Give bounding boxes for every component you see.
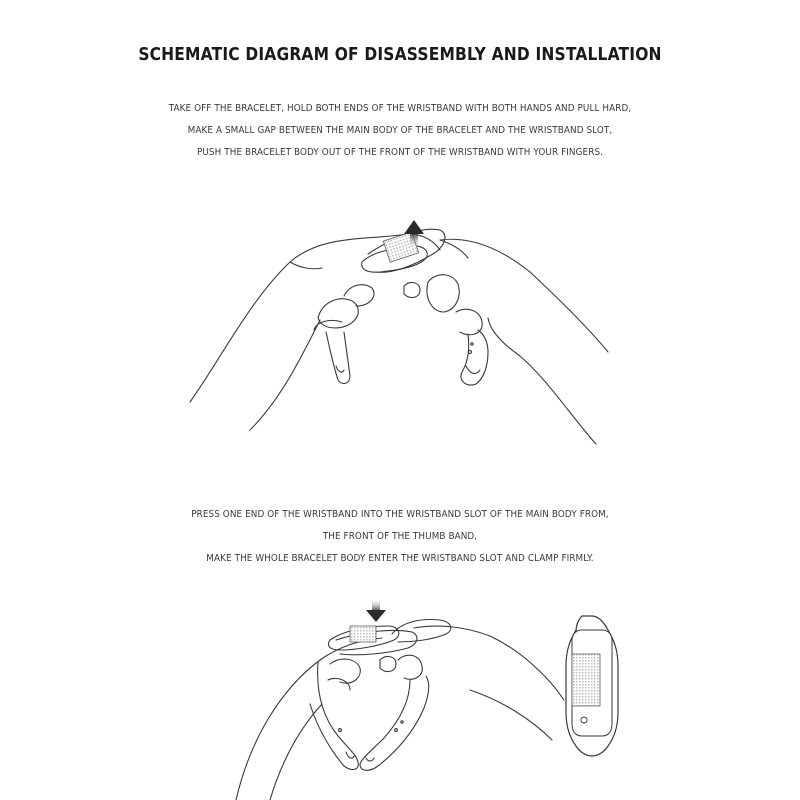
- left-arm: [190, 234, 440, 402]
- installation-illustration: [236, 620, 564, 800]
- step1-line-2: MAKE A SMALL GAP BETWEEN THE MAIN BODY OF THE BRACELET AND THE WRISTBAND SLOT,: [187, 125, 613, 136]
- tracker-body-2: [336, 630, 417, 654]
- right-arm: [440, 239, 608, 352]
- tracker-display: [572, 654, 600, 706]
- down-arrow-icon: [366, 598, 386, 622]
- step1-line-3: PUSH THE BRACELET BODY OUT OF THE FRONT OF THE WRISTBAND WITH YOUR FINGERS.: [196, 147, 604, 158]
- left-band-end: [326, 332, 350, 383]
- step2-line-2: THE FRONT OF THE THUMB BAND,: [322, 531, 478, 542]
- tracker-screen-2: [350, 626, 376, 642]
- step1-line-1: TAKE OFF THE BRACELET, HOLD BOTH ENDS OF THE WRISTBAND WITH BOTH HANDS AND PULL HARD,: [168, 103, 632, 114]
- right-band-2: [360, 676, 429, 770]
- step2-line-3: MAKE THE WHOLE BRACELET BODY ENTER THE WRISTBAND SLOT AND CLAMP FIRMLY.: [206, 553, 594, 564]
- right-band-end: [461, 330, 488, 385]
- step2-line-1: PRESS ONE END OF THE WRISTBAND INTO THE WRISTBAND SLOT OF THE MAIN BODY FROM,: [191, 509, 609, 520]
- assembled-band-illustration: [566, 616, 618, 756]
- removal-illustration: [190, 229, 608, 444]
- diagram-title: SCHEMATIC DIAGRAM OF DISASSEMBLY AND INSTALLATION: [138, 44, 662, 65]
- tracker-button: [581, 717, 587, 723]
